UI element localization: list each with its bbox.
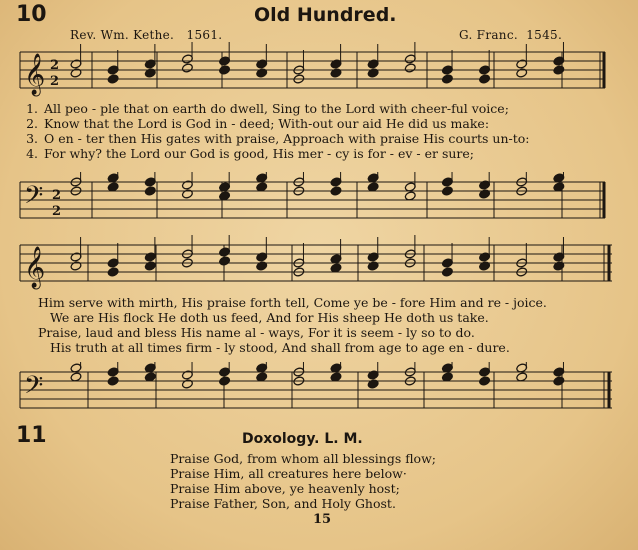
note-head-icon	[144, 186, 156, 196]
verse-line-1: 1. All peo - ple that on earth do dwell, Sing to the Lord with cheer-ful voice;	[26, 101, 509, 116]
note-head-icon	[367, 379, 379, 389]
note-head-icon	[107, 267, 119, 277]
note-head-icon	[479, 189, 491, 199]
treble-clef-icon: 𝄞	[24, 54, 46, 95]
doxology-line-3: Praise Him above, ye heavenly host;	[170, 481, 400, 496]
verse-line-3: 3. O en - ter then His gates with praise, Approach with praise His courts un-to:	[26, 131, 530, 146]
svg-text:2: 2	[52, 204, 62, 219]
hymn-number: 10	[16, 2, 47, 27]
composer-name: G. Franc.	[459, 28, 518, 42]
author-name: Rev. Wm. Kethe.	[70, 28, 175, 42]
note-head-icon	[181, 63, 193, 73]
doxology-line-2: Praise Him, all creatures here below·	[170, 466, 407, 481]
note-head-icon	[181, 379, 193, 389]
treble-staff-system-1	[0, 42, 638, 102]
note-head-icon	[479, 74, 491, 84]
note-head-icon	[441, 74, 453, 84]
doxology-text	[170, 451, 436, 511]
doxology-line-4: Praise Father, Son, and Holy Ghost.	[170, 496, 396, 511]
note-head-icon	[256, 261, 268, 271]
verse-line-7: Praise, laud and bless His name al - ways, For it is seem - ly so to do.	[38, 325, 475, 340]
bass-clef-icon: 𝄢	[24, 181, 44, 216]
note-head-icon	[367, 68, 379, 78]
composer-year: 1545.	[526, 28, 563, 42]
note-head-icon	[553, 376, 565, 386]
note-head-icon	[553, 65, 565, 75]
note-head-icon	[219, 256, 231, 266]
note-head-icon	[330, 186, 342, 196]
note-head-icon	[107, 376, 119, 386]
note-head-icon	[441, 186, 453, 196]
hymn-title: Old Hundred.	[254, 4, 397, 26]
note-head-icon	[70, 68, 82, 78]
verses-first-half	[16, 101, 530, 161]
treble-staff-system-2	[0, 235, 638, 295]
doxology-number: 11	[16, 423, 47, 448]
verses-second-half	[38, 295, 547, 355]
note-head-icon	[553, 261, 565, 271]
note-head-icon	[479, 261, 491, 271]
verse-line-4: 4. For why? the Lord our God is good, His mer - cy is for - ev - er sure;	[26, 146, 474, 161]
bass-staff-system-2	[0, 362, 638, 422]
note-head-icon	[404, 63, 416, 73]
bass-staff-system-1	[0, 172, 638, 232]
note-head-icon	[107, 74, 119, 84]
note-head-icon	[367, 261, 379, 271]
note-head-icon	[256, 68, 268, 78]
note-head-icon	[516, 68, 528, 78]
note-head-icon	[144, 261, 156, 271]
author-year: 1561.	[186, 28, 223, 42]
note-head-icon	[479, 376, 491, 386]
verse-line-8: His truth at all times firm - ly stood, And shall from age to age en - dure.	[50, 340, 510, 355]
svg-text:2: 2	[52, 188, 62, 203]
composer-credit	[459, 28, 562, 42]
svg-text:2: 2	[50, 58, 60, 73]
note-head-icon	[181, 189, 193, 199]
verse-line-2: 2. Know that the Lord is God in - deed; With-out our aid He did us make:	[26, 116, 490, 131]
svg-text:2: 2	[50, 74, 60, 89]
note-head-icon	[70, 261, 82, 271]
verse-line-5: Him serve with mirth, His praise forth tell, Come ye be - fore Him and re - joice.	[38, 295, 547, 310]
page-number: 15	[313, 512, 332, 527]
note-head-icon	[330, 68, 342, 78]
note-head-icon	[144, 68, 156, 78]
note-head-icon	[219, 376, 231, 386]
author-credit	[70, 28, 222, 42]
note-head-icon	[441, 267, 453, 277]
doxology-line-1: Praise God, from whom all blessings flow;	[170, 451, 436, 466]
treble-clef-icon: 𝄞	[24, 247, 46, 288]
doxology-title: Doxology. L. M.	[242, 431, 363, 447]
verse-line-6: We are His flock He doth us feed, And for His sheep He doth us take.	[50, 310, 489, 325]
note-head-icon	[219, 65, 231, 75]
bass-clef-icon: 𝄢	[24, 371, 44, 406]
